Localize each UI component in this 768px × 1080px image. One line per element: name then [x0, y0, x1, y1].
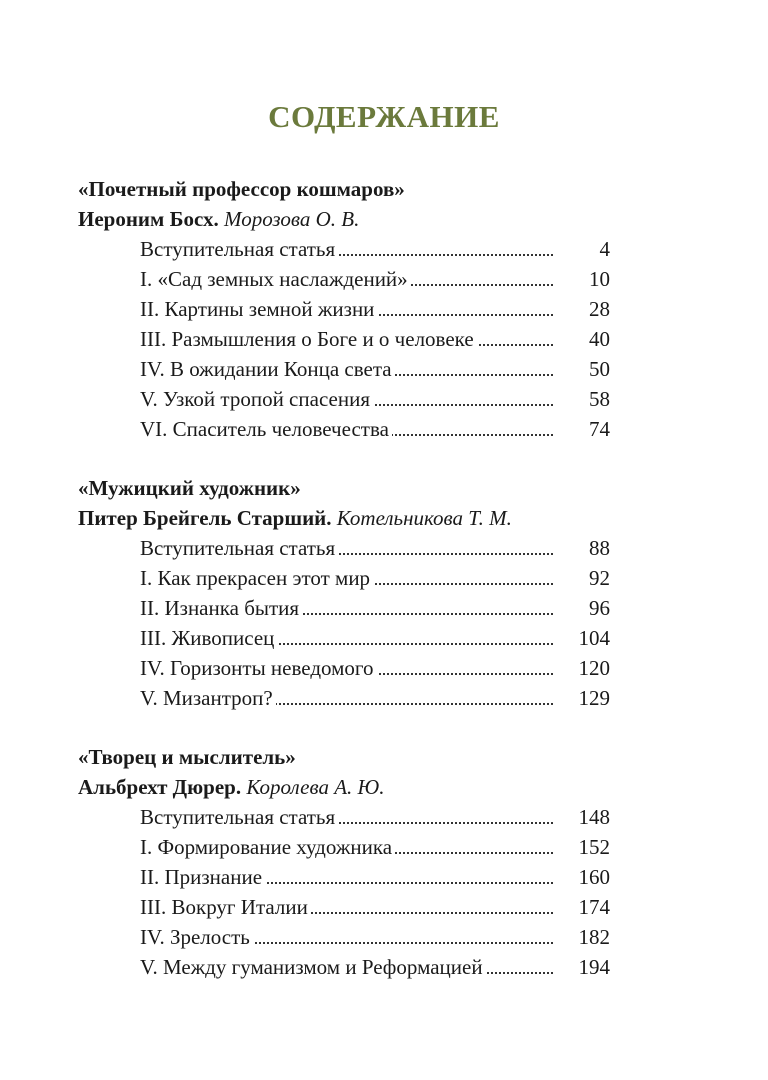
entry-page-number: 10	[589, 267, 610, 291]
entry-label: IV. Зрелость	[140, 925, 253, 949]
toc-entry[interactable]	[140, 324, 610, 354]
entry-label: Вступительная статья	[140, 805, 338, 829]
entry-page-number: 174	[578, 895, 610, 919]
toc-entry[interactable]	[140, 623, 610, 653]
entry-page-number: 129	[578, 686, 610, 710]
toc-entry[interactable]	[140, 952, 610, 982]
toc-entry[interactable]	[140, 384, 610, 414]
page-title: СОДЕРЖАНИЕ	[268, 99, 500, 134]
toc-entry[interactable]	[140, 234, 610, 264]
entry-page-number: 92	[589, 566, 610, 590]
entry-page-number: 120	[578, 656, 610, 680]
entry-label: II. Изнанка бытия	[140, 596, 302, 620]
entry-page-number: 4	[599, 237, 610, 261]
toc-section-bosch	[78, 174, 618, 444]
entry-label: III. Размышления о Боге и о человеке	[140, 327, 477, 351]
entry-label: Вступительная статья	[140, 536, 338, 560]
entry-label: III. Живописец	[140, 626, 277, 650]
toc-entry[interactable]	[140, 264, 610, 294]
entry-page-number: 194	[578, 955, 610, 979]
entry-label: II. Картины земной жизни	[140, 297, 377, 321]
toc-entry[interactable]	[140, 922, 610, 952]
entry-label: II. Признание	[140, 865, 265, 889]
toc-entry[interactable]	[140, 354, 610, 384]
entry-page-number: 152	[578, 835, 610, 859]
entry-page-number: 160	[578, 865, 610, 889]
toc-section-durer	[78, 742, 618, 982]
entry-page-number: 182	[578, 925, 610, 949]
entry-page-number: 28	[589, 297, 610, 321]
toc-entry[interactable]	[140, 683, 610, 713]
section-title: «Творец и мыслитель»	[78, 745, 296, 769]
toc-entry[interactable]	[140, 832, 610, 862]
author-line	[78, 503, 618, 533]
entry-label: V. Между гуманизмом и Реформацией	[140, 955, 486, 979]
entry-label: Вступительная статья	[140, 237, 338, 261]
entry-label: V. Узкой тропой спасения	[140, 387, 373, 411]
author-editor: Котельникова Т. М.	[336, 506, 512, 530]
entry-label: I. «Сад земных наслаждений»	[140, 267, 411, 291]
entry-page-number: 96	[589, 596, 610, 620]
entry-page-number: 104	[578, 626, 610, 650]
toc-entry[interactable]	[140, 653, 610, 683]
section-title: «Мужицкий художник»	[78, 476, 301, 500]
toc-entry[interactable]	[140, 802, 610, 832]
author-editor: Королева А. Ю.	[246, 775, 385, 799]
author-name: Иероним Босх.	[78, 207, 219, 231]
author-line	[78, 772, 618, 802]
entry-label: VI. Спаситель человечества	[140, 417, 392, 441]
entry-label: I. Как прекрасен этот мир	[140, 566, 373, 590]
entry-label: IV. Горизонты неведомого	[140, 656, 377, 680]
entry-page-number: 58	[589, 387, 610, 411]
author-line	[78, 204, 618, 234]
toc-entry[interactable]	[140, 563, 610, 593]
toc-entry[interactable]	[140, 533, 610, 563]
entry-page-number: 74	[589, 417, 610, 441]
author-editor: Морозова О. В.	[224, 207, 360, 231]
author-name: Альбрехт Дюрер.	[78, 775, 242, 799]
entry-page-number: 40	[589, 327, 610, 351]
entry-label: V. Мизантроп?	[140, 686, 276, 710]
toc-section-bruegel	[78, 473, 618, 713]
section-title: «Почетный профессор кошмаров»	[78, 177, 405, 201]
toc-entry[interactable]	[140, 593, 610, 623]
toc-entry[interactable]	[140, 294, 610, 324]
toc-entry[interactable]	[140, 862, 610, 892]
entry-page-number: 88	[589, 536, 610, 560]
author-name: Питер Брейгель Старший.	[78, 506, 332, 530]
entry-label: IV. В ожидании Конца света	[140, 357, 395, 381]
entry-label: III. Вокруг Италии	[140, 895, 311, 919]
toc-entry[interactable]	[140, 414, 610, 444]
toc-entry[interactable]	[140, 892, 610, 922]
entry-page-number: 50	[589, 357, 610, 381]
entry-page-number: 148	[578, 805, 610, 829]
entry-label: I. Формирование художника	[140, 835, 395, 859]
